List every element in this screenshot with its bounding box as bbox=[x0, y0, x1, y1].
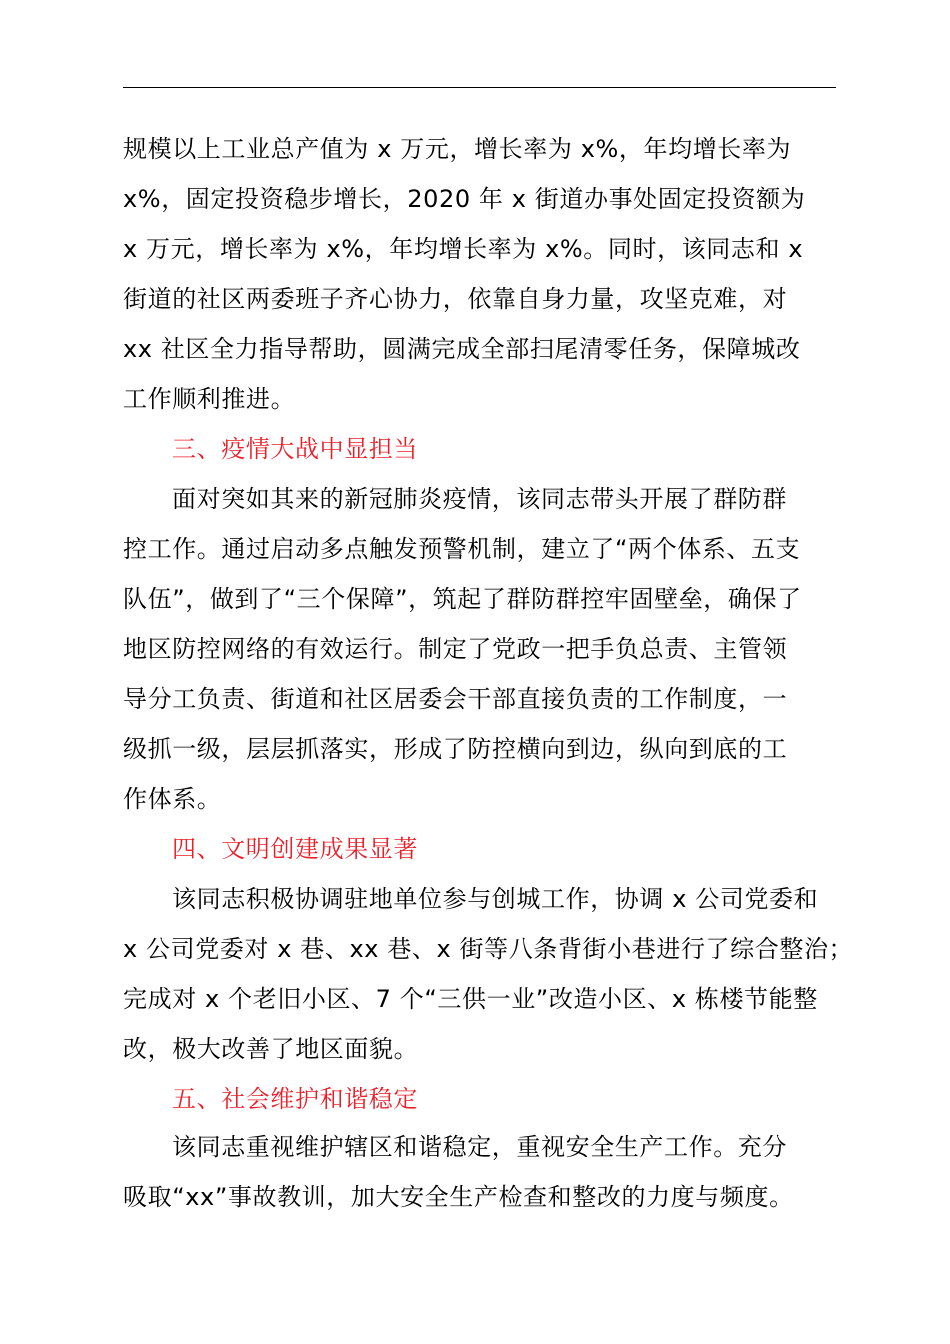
body-line: 工作顺利推进。 bbox=[123, 385, 296, 413]
body-line: 级抓一级，层层抓落实，形成了防控横向到边，纵向到底的工 bbox=[123, 735, 788, 763]
body-line: 地区防控网络的有效运行。制定了党政一把手负总责、主管领 bbox=[123, 635, 788, 663]
body-line: 该同志积极协调驻地单位参与创城工作，协调 x 公司党委和 bbox=[172, 885, 819, 913]
body-line: x 公司党委对 x 巷、xx 巷、x 街等八条背街小巷进行了综合整治； bbox=[123, 935, 854, 963]
header-rule bbox=[123, 87, 836, 88]
section-heading: 五、社会维护和谐稳定 bbox=[172, 1085, 418, 1113]
body-line: 作体系。 bbox=[123, 785, 222, 813]
body-line: 街道的社区两委班子齐心协力，依靠自身力量，攻坚克难，对 bbox=[123, 285, 788, 313]
section-heading: 四、文明创建成果显著 bbox=[172, 835, 418, 863]
body-line: 面对突如其来的新冠肺炎疫情，该同志带头开展了群防群 bbox=[172, 485, 787, 513]
body-line: x 万元，增长率为 x%，年均增长率为 x%。同时，该同志和 x bbox=[123, 235, 804, 263]
body-line: x%，固定投资稳步增长，2020 年 x 街道办事处固定投资额为 bbox=[123, 185, 806, 213]
body-line: 改，极大改善了地区面貌。 bbox=[123, 1035, 419, 1063]
section-heading: 三、疫情大战中显担当 bbox=[172, 435, 418, 463]
body-line: xx 社区全力指导帮助，圆满完成全部扫尾清零任务，保障城改 bbox=[123, 335, 801, 363]
body-line: 队伍”，做到了“三个保障”，筑起了群防群控牢固壁垒，确保了 bbox=[123, 585, 802, 613]
body-line: 导分工负责、街道和社区居委会干部直接负责的工作制度，一 bbox=[123, 685, 788, 713]
body-line: 控工作。通过启动多点触发预警机制，建立了“两个体系、五支 bbox=[123, 535, 801, 563]
body-line: 完成对 x 个老旧小区、7 个“三供一业”改造小区、x 栋楼节能整 bbox=[123, 985, 818, 1013]
body-line: 该同志重视维护辖区和谐稳定，重视安全生产工作。充分 bbox=[172, 1133, 787, 1161]
body-line: 吸取“xx”事故教训，加大安全生产检查和整改的力度与频度。 bbox=[123, 1183, 794, 1211]
body-line: 规模以上工业总产值为 x 万元，增长率为 x%，年均增长率为 bbox=[123, 135, 792, 163]
